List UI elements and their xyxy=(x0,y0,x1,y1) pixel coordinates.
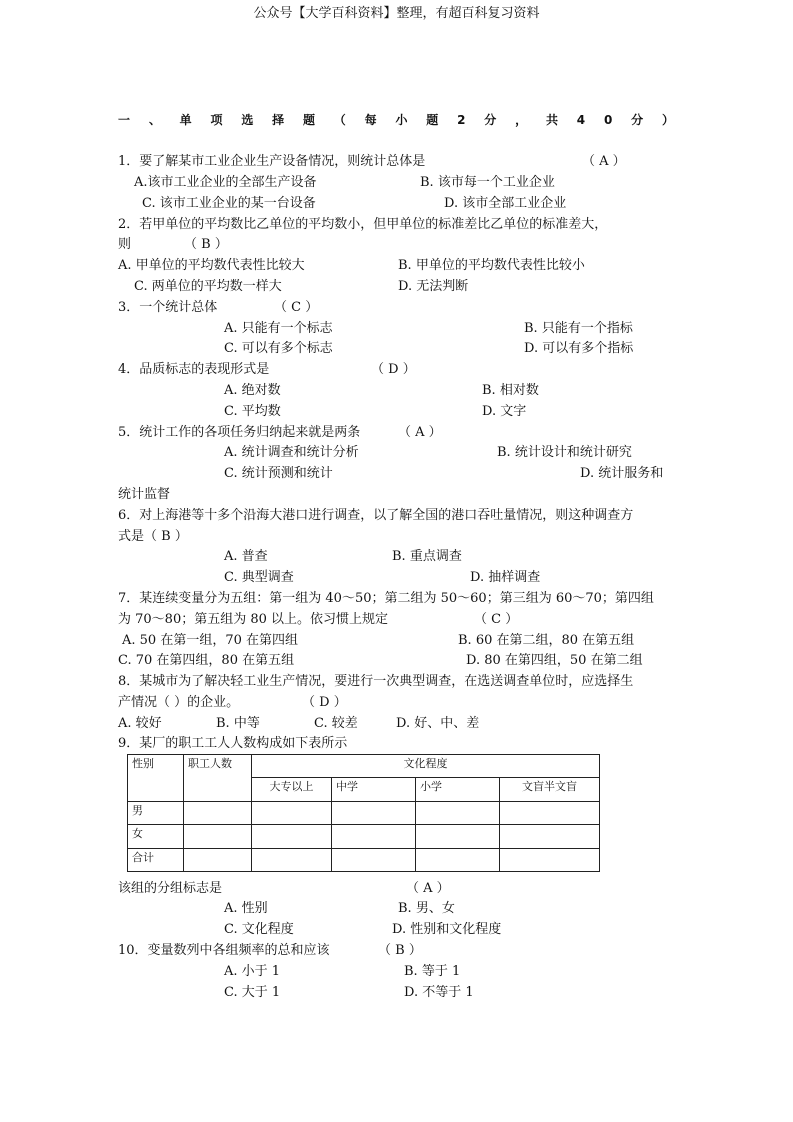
title-char: 单 xyxy=(179,113,192,127)
option: D. 文字 xyxy=(482,404,527,419)
title-char: 分 xyxy=(631,113,644,127)
title-char: 共 xyxy=(545,113,558,127)
table-row-label: 男 xyxy=(128,801,184,824)
question-2-cont: 则 xyxy=(118,237,132,252)
option: B. 该市每一个工业企业 xyxy=(420,175,555,190)
option: C. 文化程度 xyxy=(224,922,294,937)
option: A. 只能有一个标志 xyxy=(224,321,333,336)
question-3: 3．一个统计总体 xyxy=(118,300,218,315)
table-row xyxy=(128,801,600,824)
option: B. 只能有一个指标 xyxy=(524,321,633,336)
question-7-cont: 为 70～80；第五组为 80 以上。依习惯上规定 xyxy=(118,612,389,627)
title-char: 选 xyxy=(241,113,254,127)
option: C. 70 在第四组，80 在第五组 xyxy=(118,653,295,668)
option: C. 平均数 xyxy=(224,404,281,419)
option: D. 好、中、差 xyxy=(396,716,480,731)
question-9-cont: 该组的分组标志是 xyxy=(118,881,223,896)
option-cont: 统计监督 xyxy=(118,487,171,502)
option: C. 典型调查 xyxy=(224,570,294,585)
question-6: 6．对上海港等十多个沿海大港口进行调查，以了解全国的港口吞吐量情况，则这种调查方 xyxy=(118,508,634,523)
table-subheader: 小学 xyxy=(416,778,500,801)
table-header-gender: 性别 xyxy=(128,755,184,802)
option: D. 性别和文化程度 xyxy=(392,922,502,937)
option: B. 等于 1 xyxy=(404,964,461,979)
option: A. 绝对数 xyxy=(224,383,281,398)
title-char: 每 xyxy=(364,113,377,127)
answer-2: （ B ） xyxy=(184,237,228,252)
table-row-label: 女 xyxy=(128,825,184,848)
title-char: 分 xyxy=(484,113,497,127)
option: A. 50 在第一组，70 在第四组 xyxy=(122,633,299,648)
option: D. 该市全部工业企业 xyxy=(444,196,567,211)
option: A. 甲单位的平均数代表性比较大 xyxy=(118,258,305,273)
option: C. 可以有多个标志 xyxy=(224,341,333,356)
title-char: 择 xyxy=(272,113,285,127)
answer-5: （ A ） xyxy=(398,425,442,440)
table-subheader: 中学 xyxy=(332,778,416,801)
title-char: ， xyxy=(515,113,528,127)
option: A. 性别 xyxy=(224,901,268,916)
question-9: 9．某厂的职工工人人数构成如下表所示 xyxy=(118,736,348,751)
option: B. 60 在第二组，80 在第五组 xyxy=(458,633,635,648)
option: C. 统计预测和统计 xyxy=(224,466,333,481)
table-header-edu: 文化程度 xyxy=(252,755,600,778)
option: D. 抽样调查 xyxy=(470,570,541,585)
answer-7: （ C ） xyxy=(474,612,519,627)
table-row xyxy=(128,825,600,848)
question-6-cont: 式是（ B ） xyxy=(118,529,188,544)
option: B. 中等 xyxy=(216,716,260,731)
answer-8: （ D ） xyxy=(302,695,347,710)
page-header: 公众号【大学百科资料】整理，有超百科复习资料 xyxy=(253,6,540,21)
title-char: 4 xyxy=(576,113,586,127)
table-row-label: 合计 xyxy=(128,848,184,871)
title-char: 2 xyxy=(457,113,466,127)
title-char: 0 xyxy=(603,113,613,127)
question-10: 10．变量数列中各组频率的总和应该 xyxy=(118,943,330,958)
answer-1: （ A ） xyxy=(582,154,626,169)
staff-table xyxy=(127,754,600,872)
answer-3: （ C ） xyxy=(274,300,319,315)
option: C. 较差 xyxy=(314,716,358,731)
option: B. 重点调查 xyxy=(392,549,462,564)
option: B. 相对数 xyxy=(482,383,539,398)
option: C. 两单位的平均数一样大 xyxy=(134,279,282,294)
option: A. 普查 xyxy=(224,549,268,564)
table-row xyxy=(128,848,600,871)
title-char: 、 xyxy=(148,113,161,127)
question-5: 5．统计工作的各项任务归纳起来就是两条 xyxy=(118,425,361,440)
answer-4: （ D ） xyxy=(371,362,416,377)
question-7: 7．某连续变量分为五组：第一组为 40～50；第二组为 50～60；第三组为 60～70；第四组 xyxy=(118,591,654,606)
question-4: 4．品质标志的表现形式是 xyxy=(118,362,270,377)
table-header-workers: 职工人数 xyxy=(184,755,252,802)
option: A. 较好 xyxy=(118,716,162,731)
question-8: 8．某城市为了解决轻工业生产情况，要进行一次典型调查，在选送调查单位时，应选择生 xyxy=(118,674,634,689)
option: D. 统计服务和 xyxy=(580,466,664,481)
option: A.该市工业企业的全部生产设备 xyxy=(134,175,317,190)
table-subheader: 大专以上 xyxy=(252,778,332,801)
option: A. 小于 1 xyxy=(224,964,281,979)
question-8-cont: 产情况（ ）的企业。 xyxy=(118,695,240,710)
section-title xyxy=(118,112,674,128)
option: C. 大于 1 xyxy=(224,985,281,1000)
option: B. 甲单位的平均数代表性比较小 xyxy=(398,258,585,273)
option: D. 可以有多个指标 xyxy=(524,341,634,356)
option: D. 不等于 1 xyxy=(404,985,474,1000)
option: A. 统计调查和统计分析 xyxy=(224,445,359,460)
option: B. 男、女 xyxy=(398,901,455,916)
answer-9: （ A ） xyxy=(406,881,450,896)
option: C. 该市工业企业的某一台设备 xyxy=(142,196,316,211)
table-subheader: 文盲半文盲 xyxy=(500,778,600,801)
option: B. 统计设计和统计研究 xyxy=(497,445,632,460)
option: D. 80 在第四组，50 在第二组 xyxy=(466,653,643,668)
title-char: 项 xyxy=(210,113,223,127)
question-1: 1．要了解某市工业企业生产设备情况，则统计总体是 xyxy=(118,154,426,169)
title-char: 题 xyxy=(302,113,315,127)
answer-10: （ B ） xyxy=(378,943,422,958)
question-2: 2．若甲单位的平均数比乙单位的平均数小，但甲单位的标准差比乙单位的标准差大， xyxy=(118,217,608,232)
title-char: 题 xyxy=(426,113,439,127)
option: D. 无法判断 xyxy=(398,279,469,294)
title-char: ） xyxy=(661,113,674,127)
title-char: （ xyxy=(333,113,346,127)
title-char: 一 xyxy=(118,113,131,127)
title-char: 小 xyxy=(395,113,408,127)
